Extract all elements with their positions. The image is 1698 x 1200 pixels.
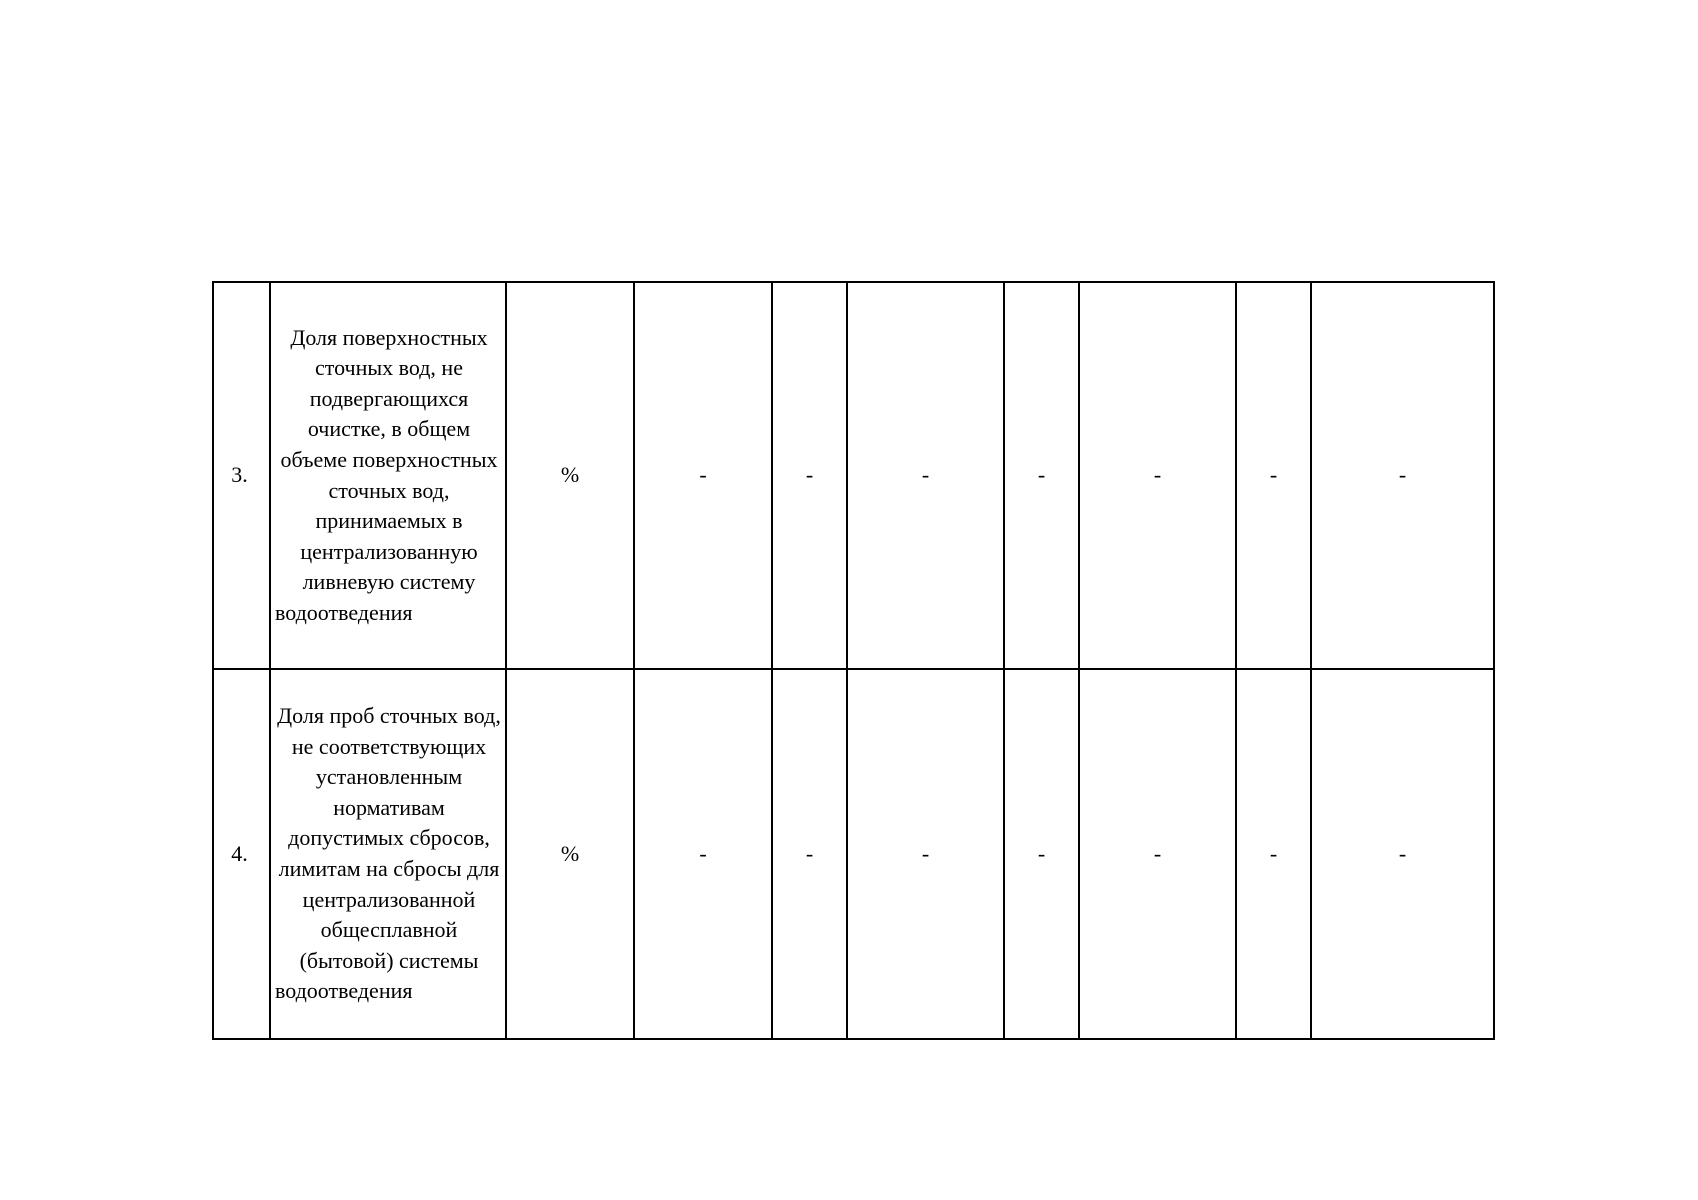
table-row: [213, 282, 1494, 669]
unit-cell: %: [506, 669, 634, 1039]
indicators-table: [212, 281, 1495, 1040]
value-cell: -: [1004, 282, 1079, 669]
indicator-description-cell: Доля проб сточных вод, не соответствующих установленным нормативам допустимых сбросов, лимитам на сбросы для централизованной общесплавной (бытовой) системы водоотведения: [270, 669, 506, 1039]
value-cell: -: [1004, 669, 1079, 1039]
row-number-cell: 4.: [213, 669, 270, 1039]
value-cell: -: [772, 669, 847, 1039]
value-cell: -: [772, 282, 847, 669]
value-cell: -: [1311, 282, 1494, 669]
value-cell: -: [634, 282, 772, 669]
value-cell: -: [1311, 669, 1494, 1039]
value-cell: -: [1079, 669, 1236, 1039]
table-row: [213, 669, 1494, 1039]
row-number-cell: 3.: [213, 282, 270, 669]
value-cell: -: [847, 282, 1004, 669]
value-cell: -: [1236, 282, 1311, 669]
value-cell: -: [634, 669, 772, 1039]
unit-cell: %: [506, 282, 634, 669]
value-cell: -: [1236, 669, 1311, 1039]
value-cell: -: [847, 669, 1004, 1039]
indicator-description-cell: Доля поверхностных сточных вод, не подвергающихся очистке, в общем объеме поверхностных сточных вод, принимаемых в централизованную ливневую систему водоотведения: [270, 282, 506, 669]
value-cell: -: [1079, 282, 1236, 669]
